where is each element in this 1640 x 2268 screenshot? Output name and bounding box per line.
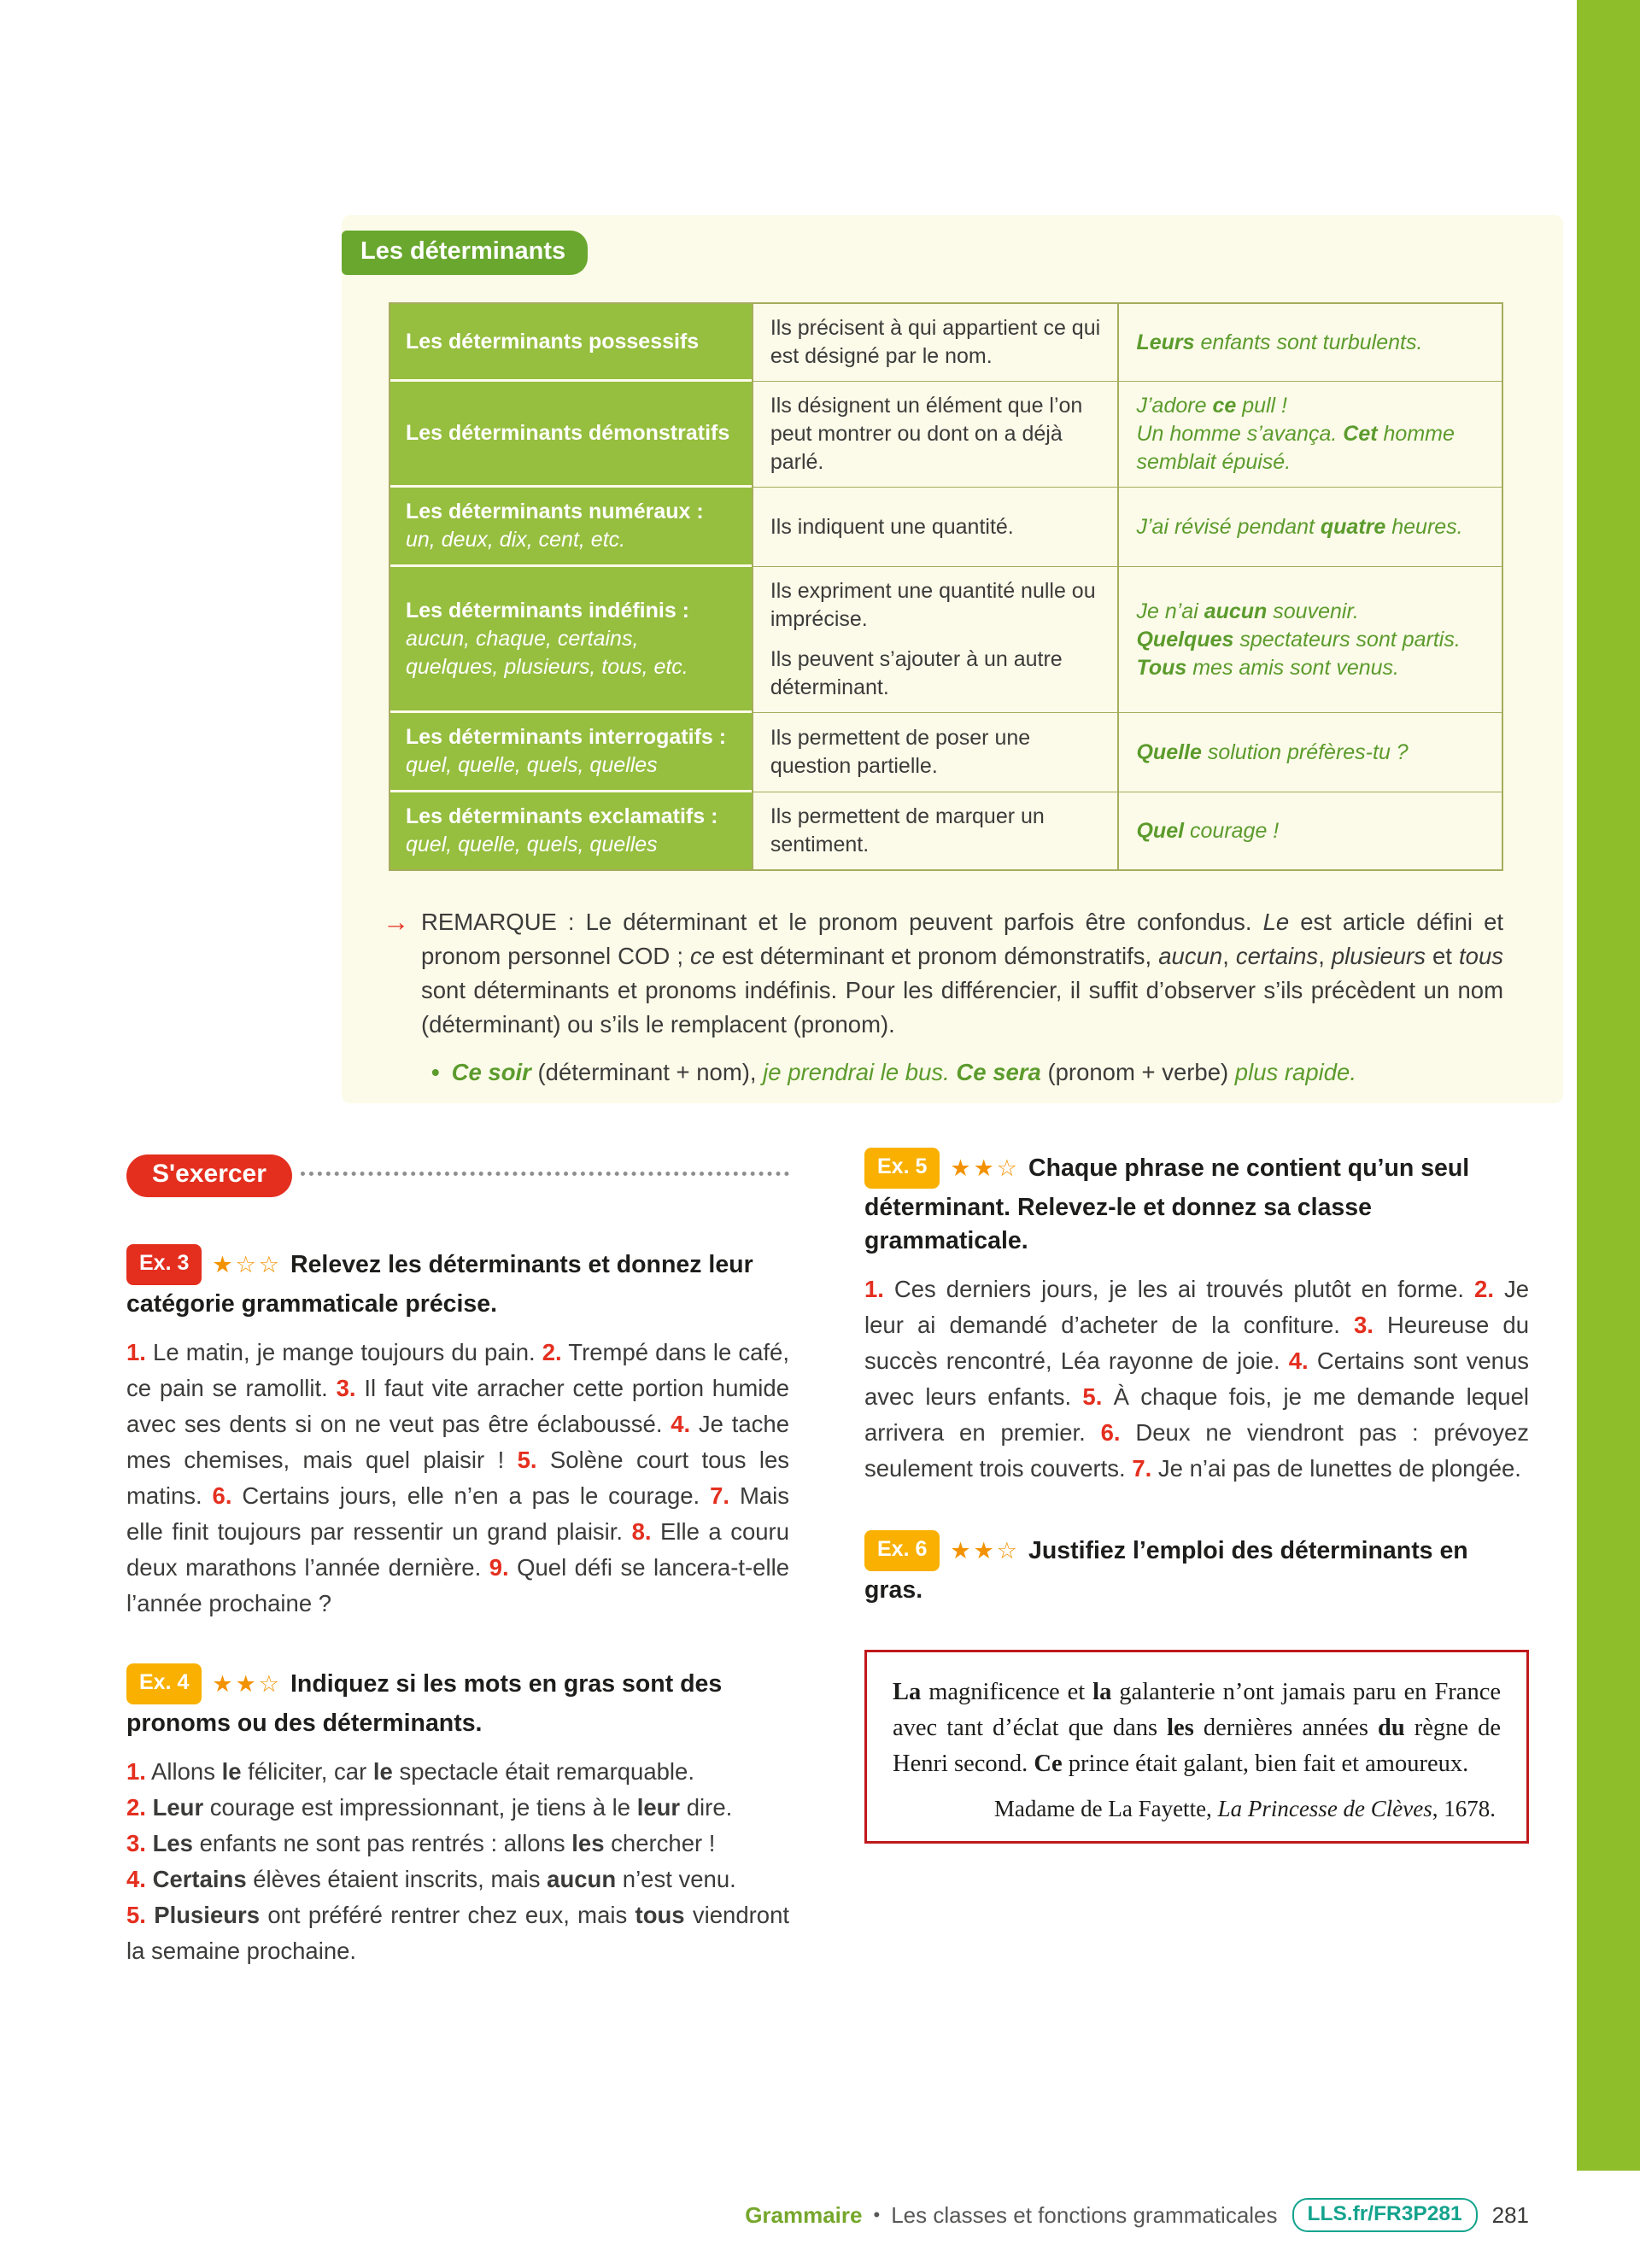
exercise-4-header bbox=[126, 1666, 789, 1740]
determiner-type-cell: Les déterminants indéfinis : aucun, chaque, certains, quelques, plusieurs, tous, etc. bbox=[390, 567, 752, 713]
list-item: 4. Certains élèves étaient inscrits, mais aucun n’est venu. bbox=[126, 1866, 736, 1892]
example-cell: J’ai révisé pendant quatre heures. bbox=[1117, 488, 1502, 567]
sexercer-badge: S'exercer bbox=[126, 1154, 292, 1197]
page-edge-accent-bar bbox=[1577, 0, 1640, 2171]
exercise-6-badge: Ex. 6 bbox=[864, 1530, 940, 1571]
quote-attribution: Madame de La Fayette, La Princesse de Clèves, 1678. bbox=[993, 1796, 1496, 1821]
exercise-3-badge: Ex. 3 bbox=[126, 1244, 202, 1285]
exercise-5-stars: ★★☆ bbox=[950, 1155, 1020, 1181]
table-row bbox=[390, 304, 1502, 382]
determiners-table bbox=[389, 302, 1503, 871]
exercise-6-title: Justifiez l’emploi des déterminants en gras. bbox=[864, 1537, 1468, 1604]
example-cell: Je n’ai aucun souvenir. Quelques spectateurs sont partis. Tous mes amis sont venus. bbox=[1117, 567, 1502, 713]
exercises-left-column bbox=[126, 1154, 789, 1969]
list-item: 5. Plusieurs ont préféré rentrer chez eux, mais tous viendront la semaine prochaine. bbox=[126, 1902, 790, 1964]
lesson-title-badge: Les déterminants bbox=[342, 231, 588, 275]
example-cell: Quel courage ! bbox=[1117, 792, 1502, 869]
definition-cell: Ils précisent à qui appartient ce qui est désigné par le nom. bbox=[752, 304, 1118, 382]
remark-text: REMARQUE : Le déterminant et le pronom peuvent parfois être confondus. Le est article défini et pronom personnel COD ; ce est déterminant et pronom démonstratifs, aucun, certains, plusieurs et tous sont déterminants et pronoms indéfinis. Pour les différencier, il suffit d’observer s’ils précèdent un nom (déterminant) ou s’ils le remplacent (pronom). bbox=[421, 909, 1504, 1038]
exercise-6-stars: ★★☆ bbox=[950, 1538, 1020, 1564]
list-item: 3. Les enfants ne sont pas rentrés : allons les chercher ! bbox=[126, 1830, 716, 1856]
remark-block bbox=[383, 905, 1503, 1042]
exercise-3-body: 1. Le matin, je mange toujours du pain. 2. Trempé dans le café, ce pain se ramollit. 3. Il faut vite arracher cette portion humide avec ses dents si on ne veut pas être éclaboussé. 4. Je tache mes chemises, mais quel plaisir ! 5. Solène court tous les matins. 6. Certains jours, elle n’en a pas le courage. 7. Mais elle finit toujours par ressentir un grand plaisir. 8. Elle a couru deux marathons l’année dernière. 9. Quel défi se lancera-t-elle l’année prochaine ? bbox=[126, 1339, 790, 1616]
footer-chapter-label: Grammaire bbox=[745, 2201, 863, 2228]
exercise-6-quote-box bbox=[864, 1650, 1529, 1844]
exercise-4-body bbox=[126, 1754, 789, 1969]
table-row bbox=[390, 382, 1502, 488]
determiner-type-cell: Les déterminants possessifs bbox=[390, 304, 752, 382]
arrow-icon: → bbox=[383, 907, 409, 937]
definition-cell: Ils permettent de marquer un sentiment. bbox=[752, 792, 1118, 869]
table-row bbox=[390, 567, 1502, 713]
list-item: 2. Leur courage est impressionnant, je tiens à le leur dire. bbox=[126, 1794, 733, 1821]
exercise-3-header bbox=[126, 1247, 789, 1321]
exercise-6-header bbox=[864, 1533, 1529, 1607]
dotted-divider bbox=[301, 1172, 789, 1176]
definition-cell: Ils indiquent une quantité. bbox=[752, 488, 1118, 567]
quote-text: La magnificence et la galanterie n’ont jamais paru en France avec tant d’éclat que dans les dernières années du règne de Henri second. Ce prince était galant, bien fait et amoureux. bbox=[893, 1679, 1501, 1777]
example-cell: Leurs enfants sont turbulents. bbox=[1117, 304, 1502, 382]
footer-section-title: Les classes et fonctions grammaticales bbox=[891, 2201, 1278, 2228]
footer-separator: • bbox=[873, 2204, 881, 2225]
determiner-type-cell: Les déterminants interrogatifs : quel, quelle, quels, quelles bbox=[390, 713, 752, 792]
exercise-3-title: Relevez les déterminants et donnez leur catégorie grammaticale précise. bbox=[126, 1251, 753, 1318]
exercise-4-stars: ★★☆ bbox=[212, 1671, 282, 1697]
definition-cell: Ils permettent de poser une question partielle. bbox=[752, 713, 1118, 792]
definition-cell: Ils désignent un élément que l’on peut montrer ou dont on a déjà parlé. bbox=[752, 382, 1118, 488]
exercise-5-header bbox=[864, 1150, 1529, 1258]
exercise-4-badge: Ex. 4 bbox=[126, 1663, 202, 1704]
example-cell: J’adore ce pull ! Un homme s’avança. Cet homme semblait épuisé. bbox=[1117, 382, 1502, 488]
exercise-5-badge: Ex. 5 bbox=[864, 1148, 940, 1189]
sexercer-header bbox=[126, 1154, 789, 1197]
determiner-type-cell: Les déterminants numéraux : un, deux, dix, cent, etc. bbox=[390, 488, 752, 567]
exercises-right-column bbox=[864, 1150, 1529, 1844]
table-row bbox=[390, 488, 1502, 567]
exercise-4-title: Indiquez si les mots en gras sont des pronoms ou des déterminants. bbox=[126, 1670, 723, 1737]
determiner-type-cell: Les déterminants démonstratifs bbox=[390, 382, 752, 488]
exercise-5-title: Chaque phrase ne contient qu’un seul déterminant. Relevez-le et donnez sa classe grammaticale. bbox=[864, 1154, 1470, 1254]
bullet-icon: • bbox=[431, 1059, 440, 1085]
remark-example-text: Ce soir (déterminant + nom), je prendrai le bus. Ce sera (pronom + verbe) plus rapide. bbox=[451, 1059, 1356, 1085]
lesson-panel bbox=[342, 215, 1563, 1103]
table-row bbox=[390, 792, 1502, 869]
exercise-3-stars: ★☆☆ bbox=[212, 1252, 282, 1277]
lls-reference-link[interactable]: LLS.fr/FR3P281 bbox=[1292, 2198, 1478, 2232]
list-item: 1. Allons le féliciter, car le spectacle était remarquable. bbox=[126, 1758, 694, 1785]
definition-cell: Ils expriment une quantité nulle ou imprécise. Ils peuvent s’ajouter à un autre déterminant. bbox=[752, 567, 1118, 713]
determiner-type-cell: Les déterminants exclamatifs : quel, quelle, quels, quelles bbox=[390, 792, 752, 869]
page-footer bbox=[745, 2198, 1529, 2232]
table-row bbox=[390, 713, 1502, 792]
remark-example-line bbox=[431, 1055, 1503, 1090]
page-number: 281 bbox=[1491, 2201, 1529, 2228]
example-cell: Quelle solution préfères-tu ? bbox=[1117, 713, 1502, 792]
exercise-5-body: 1. Ces derniers jours, je les ai trouvés plutôt en forme. 2. Je leur ai demandé d’acheter de la confiture. 3. Heureuse du succès rencontré, Léa rayonne de joie. 4. Certains sont venus avec leurs enfants. 5. À chaque fois, je me demande lequel arrivera en premier. 6. Deux ne viendront pas : prévoyez seulement trois couverts. 7. Je n’ai pas de lunettes de plongée. bbox=[864, 1276, 1530, 1482]
